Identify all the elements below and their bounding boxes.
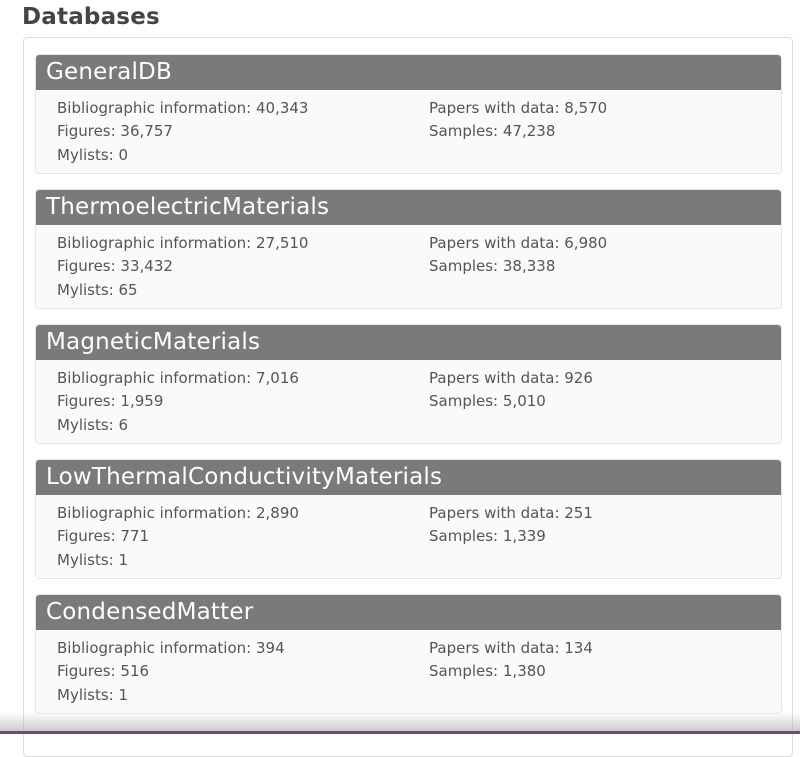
figures-count: Figures: 33,432: [57, 257, 173, 275]
database-card-generaldb: [35, 54, 782, 174]
database-title-link[interactable]: LowThermalConductivityMaterials: [36, 460, 781, 495]
database-card-thermoelectricmaterials: [35, 189, 782, 309]
samples-count: Samples: 38,338: [429, 257, 556, 275]
bibliographic-count: Bibliographic information: 394: [57, 639, 285, 657]
mylists-count: Mylists: 6: [57, 416, 129, 434]
papers-with-data-count: Papers with data: 251: [429, 504, 593, 522]
mylists-count: Mylists: 1: [57, 551, 129, 569]
database-stats: [36, 495, 781, 579]
samples-count: Samples: 47,238: [429, 122, 556, 140]
figures-count: Figures: 516: [57, 662, 150, 680]
papers-with-data-count: Papers with data: 6,980: [429, 234, 608, 252]
database-stats: [36, 225, 781, 309]
papers-with-data-count: Papers with data: 134: [429, 639, 593, 657]
database-stats: [36, 90, 781, 174]
figures-count: Figures: 36,757: [57, 122, 173, 140]
samples-count: Samples: 1,380: [429, 662, 546, 680]
mylists-count: Mylists: 0: [57, 146, 129, 164]
bibliographic-count: Bibliographic information: 2,890: [57, 504, 299, 522]
database-title-link[interactable]: MagneticMaterials: [36, 325, 781, 360]
samples-count: Samples: 5,010: [429, 392, 546, 410]
bibliographic-count: Bibliographic information: 27,510: [57, 234, 309, 252]
database-card-lowthermalconductivitymaterials: [35, 459, 782, 579]
database-title-link[interactable]: GeneralDB: [36, 55, 781, 90]
database-stats: [36, 630, 781, 714]
database-title-link[interactable]: CondensedMatter: [36, 595, 781, 630]
papers-with-data-count: Papers with data: 8,570: [429, 99, 608, 117]
database-card-condensedmatter: [35, 594, 782, 714]
bibliographic-count: Bibliographic information: 40,343: [57, 99, 309, 117]
database-stats: [36, 360, 781, 444]
mylists-count: Mylists: 65: [57, 281, 138, 299]
figures-count: Figures: 771: [57, 527, 150, 545]
samples-count: Samples: 1,339: [429, 527, 546, 545]
page-title: Databases: [22, 4, 160, 30]
database-card-magneticmaterials: [35, 324, 782, 444]
mylists-count: Mylists: 1: [57, 686, 129, 704]
papers-with-data-count: Papers with data: 926: [429, 369, 593, 387]
bibliographic-count: Bibliographic information: 7,016: [57, 369, 299, 387]
database-title-link[interactable]: ThermoelectricMaterials: [36, 190, 781, 225]
figures-count: Figures: 1,959: [57, 392, 164, 410]
database-list: [35, 54, 782, 729]
